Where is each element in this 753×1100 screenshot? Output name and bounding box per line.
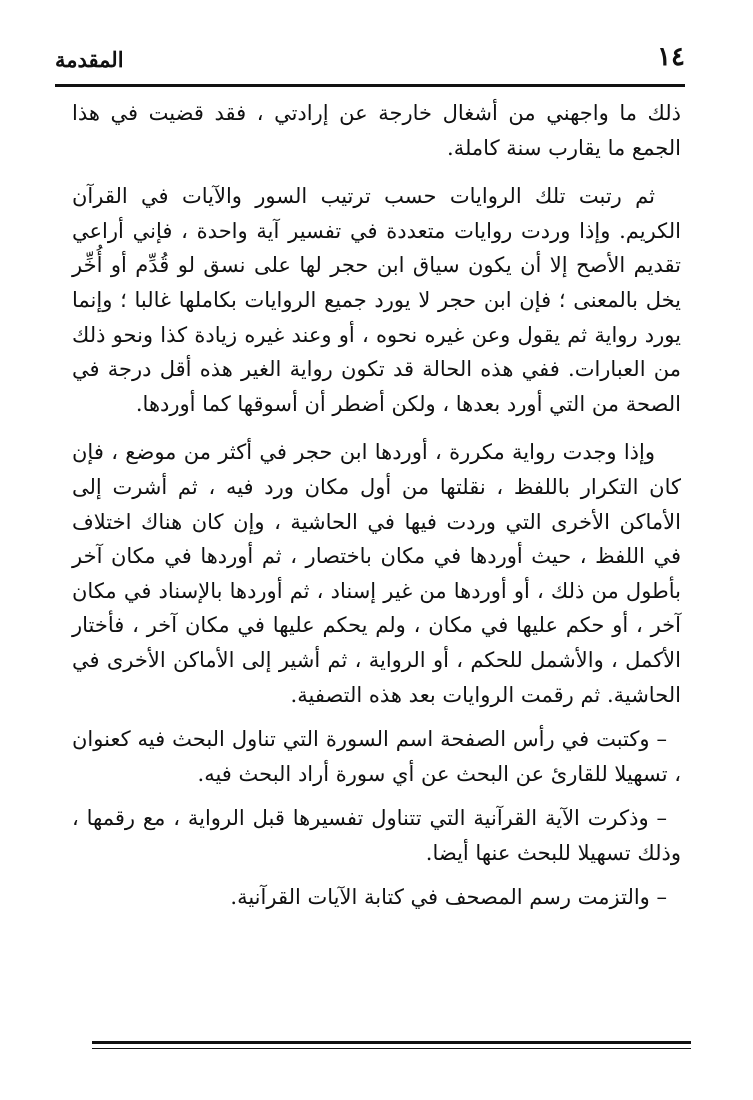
bullet-verse-citation: – وذكرت الآية القرآنية التي تتناول تفسيرها قبل الرواية ، مع رقمها ، وذلك تسهيلا للبحث عنها أيضا. (72, 806, 681, 865)
paragraph-continuation: ذلك ما واجهني من أشغال خارجة عن إرادتي ، فقد قضيت في هذا الجمع ما يقارب سنة كاملة. (72, 101, 681, 160)
bullet-surah-heading: – وكتبت في رأس الصفحة اسم السورة التي تناول البحث فيه كعنوان ، تسهيلا للقارئ عن البحث عن أي سورة أراد البحث فيه. (72, 727, 681, 786)
paragraph-repeated-narrations: وإذا وجدت رواية مكررة ، أوردها ابن حجر في أكثر من موضع ، فإن كان التكرار باللفظ ، نقلتها من أول مكان ورد فيه ، ثم أشرت إلى الأماكن الأخرى التي وردت فيها في الحاشية ، وإن كان هناك اختلاف في اللفظ ، حيث أوردها في مكان باختصار ، ثم أوردها في مكان آخر بأطول من ذلك ، أو أوردها من غير إسناد ، ثم أوردها بالإسناد في مكان آخر ، أو حكم عليها في مكان ، ولم يحكم عليها في مكان آخر ، فأختار الأكمل ، والأشمل للحكم ، أو الرواية ، ثم أشير إلى الأماكن الأخرى في الحاشية. ثم رقمت الروايات بعد هذه التصفية. (72, 440, 681, 707)
bullet-mushaf-script: – والتزمت رسم المصحف في كتابة الآيات القرآنية. (230, 885, 667, 910)
footer-rule-thick (92, 1041, 691, 1044)
header-rule (55, 84, 685, 87)
paragraph-ordering: ثم رتبت تلك الروايات حسب ترتيب السور والآيات في القرآن الكريم. وإذا وردت روايات متعددة في تفسير آية واحدة ، فإني أراعي تقديم الأصح إلا أن يكون سياق ابن حجر لها على نسق لو قُدِّم أو أُخِّر يخل بالمعنى ؛ فإن ابن حجر لا يورد جميع الروايات بكاملها غالبا ؛ وإنما يورد رواية ثم يقول وعن غيره نحوه ، أو وعند غيره زيادة كذا ونحو ذلك من العبارات. ففي هذه الحالة قد تكون رواية الغير هذه أقل درجة في الصحة من التي أورد بعدها ، ولكن أضطر أن أسوقها كما أوردها. (72, 184, 681, 416)
footer-rule-thin (92, 1048, 691, 1049)
running-title: المقدمة (55, 47, 124, 72)
page-body (72, 96, 681, 915)
page-header (55, 42, 685, 80)
page-number: ١٤ (657, 42, 685, 72)
